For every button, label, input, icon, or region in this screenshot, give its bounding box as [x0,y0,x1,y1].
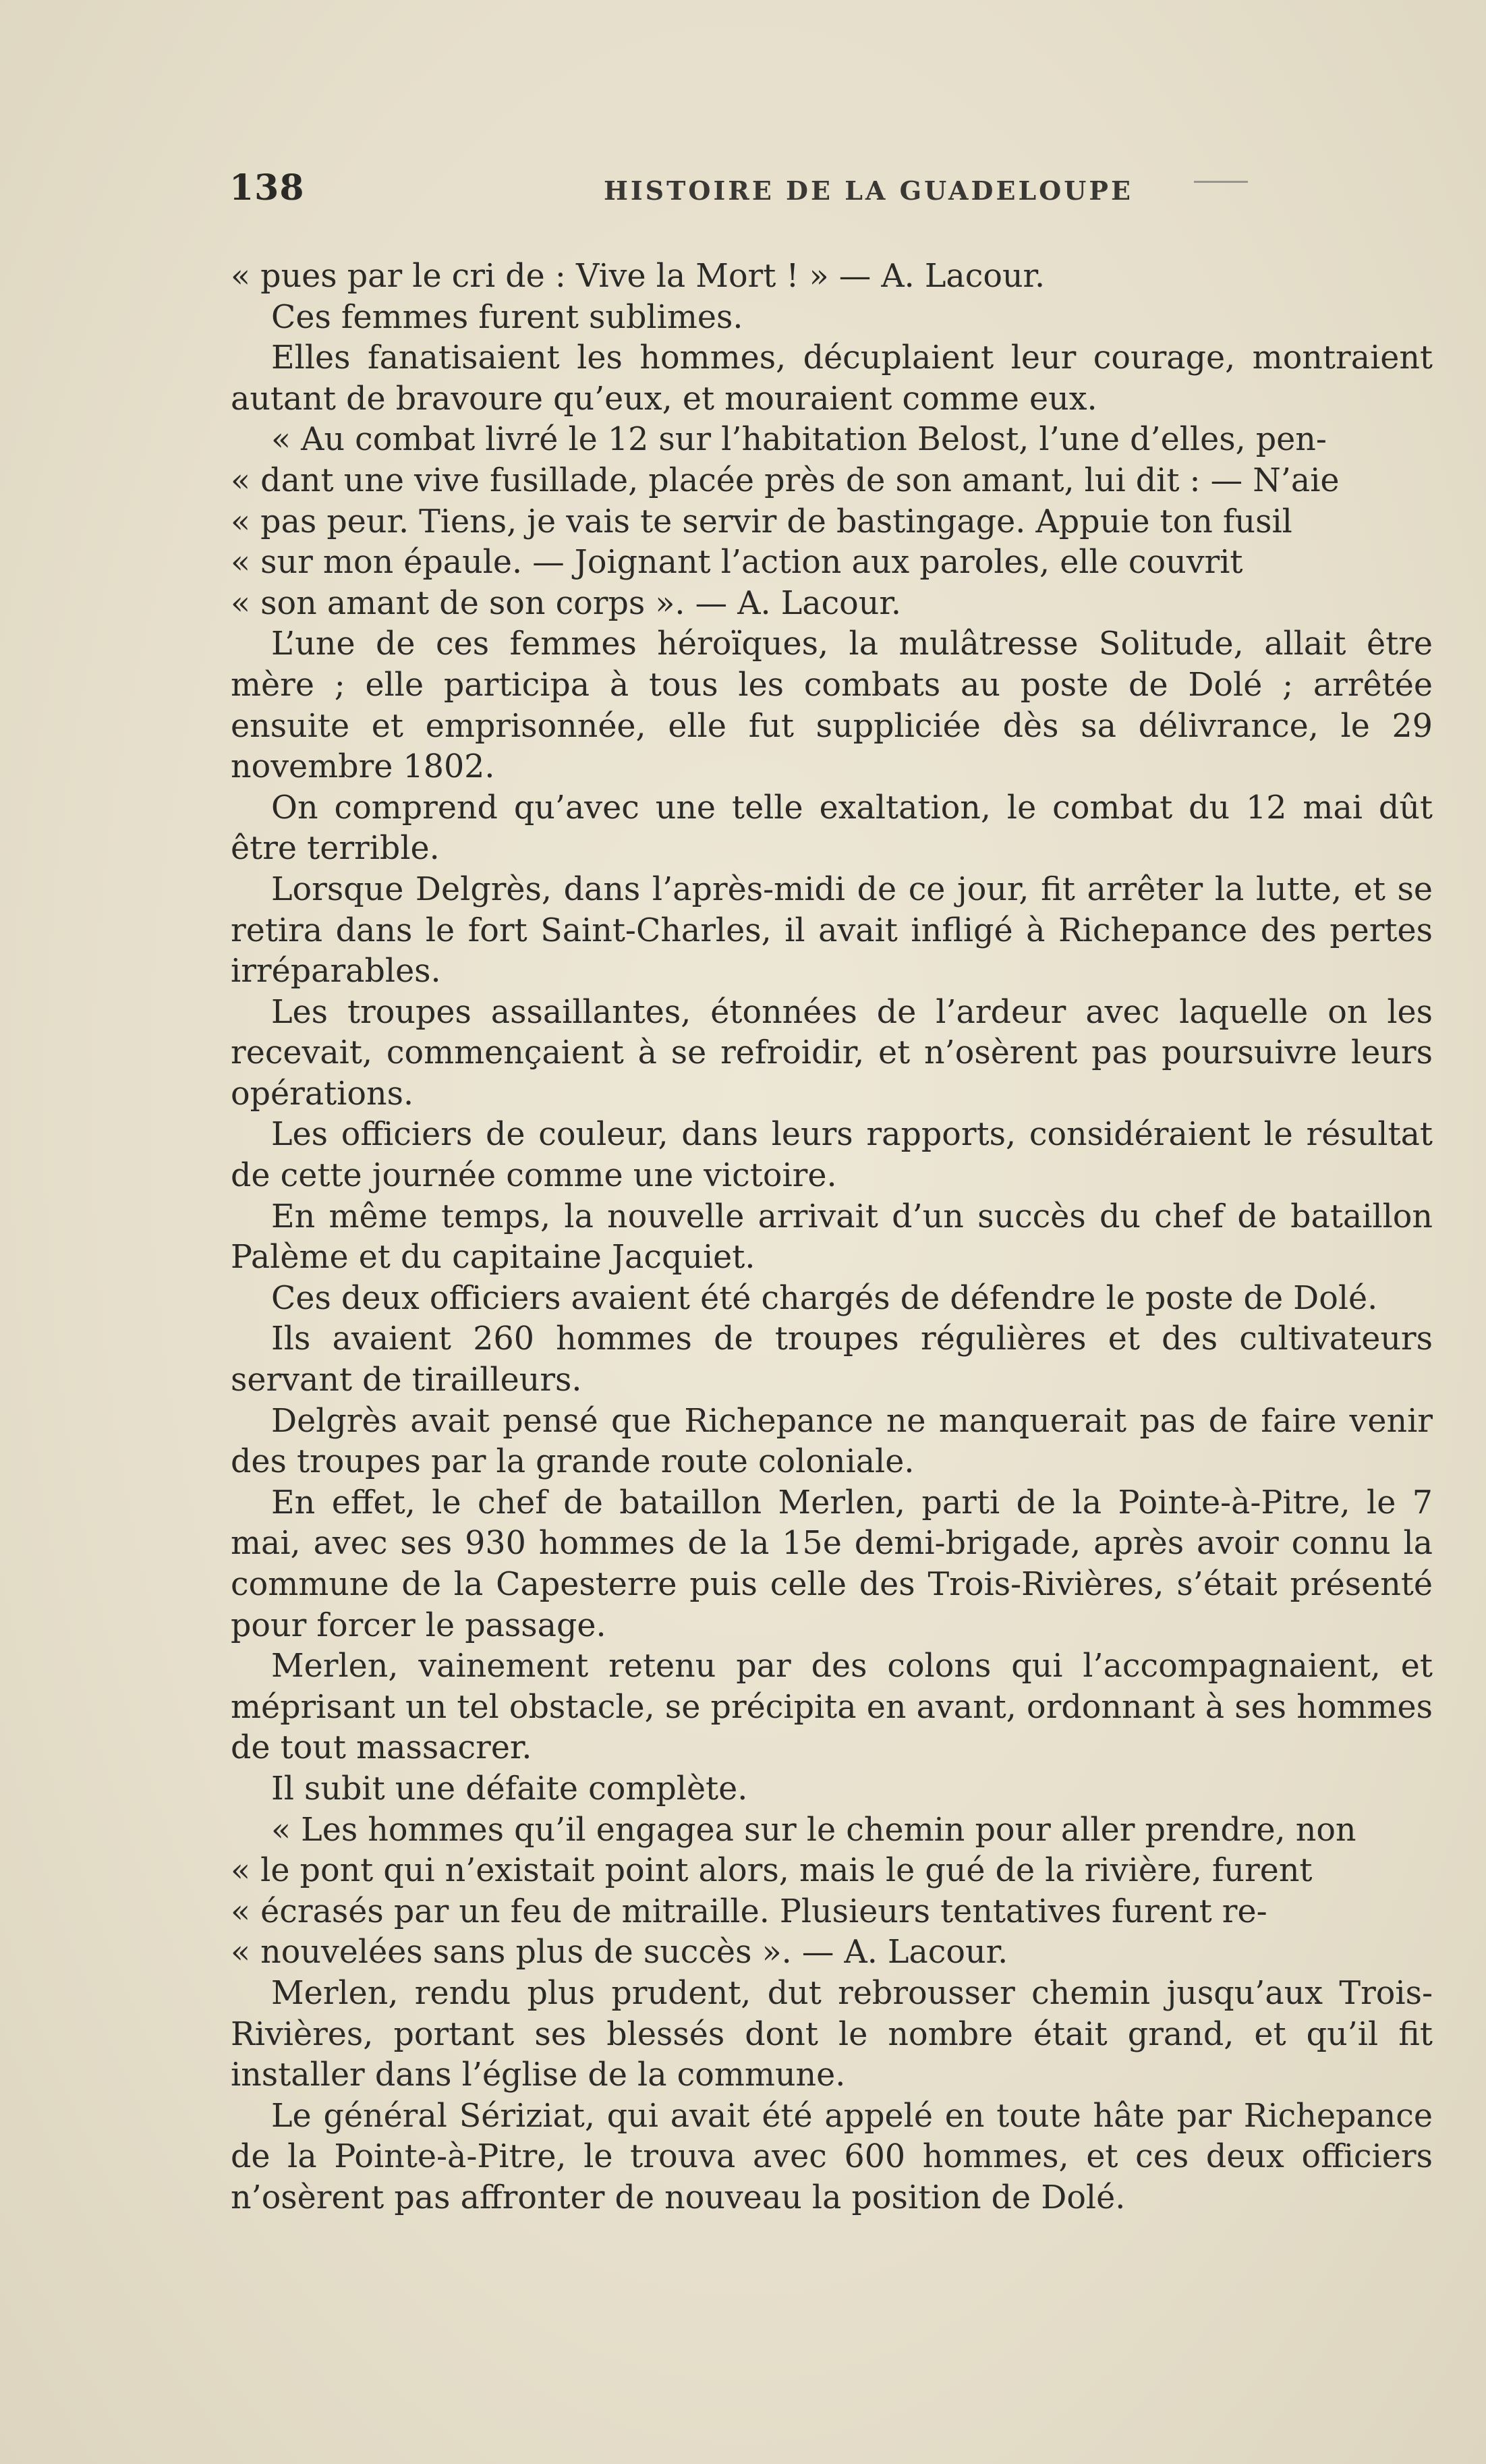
paragraph: Ces deux officiers avaient été chargés de défendre le poste de Dolé. [271,1279,1378,1317]
paragraph: Ils avaient 260 hommes de troupes régulières et des cultivateurs servant de tirailleurs. [231,1320,1433,1399]
paragraph: En même temps, la nouvelle arrivait d’un succès du chef de bataillon Palème et du capitaine Jacquiet. [231,1198,1433,1277]
quotation-line: « écrasés par un feu de mitraille. Plusieurs tentatives furent re- [231,1893,1267,1930]
paragraph: On comprend qu’avec une telle exaltation, le combat du 12 mai dût être terrible. [231,789,1433,868]
quotation-line: « pas peur. Tiens, je vais te servir de bastingage. Appuie ton fusil [231,503,1292,540]
quotation-paragraph [231,1810,1433,1973]
paragraph: Elles fanatisaient les hommes, décuplaient leur courage, montraient autant de bravoure qu’eux, et mouraient comme eux. [231,339,1433,418]
quotation-line: « le pont qui n’existait point alors, mais le gué de la rivière, furent [231,1852,1313,1890]
quotation-line: « nouvelées sans plus de succès ». — A. Lacour. [231,1934,1008,1971]
quotation-line: « Les hommes qu’il engagea sur le chemin pour aller prendre, non [271,1811,1356,1849]
paragraph: Les officiers de couleur, dans leurs rapports, considéraient le résultat de cette journée comme une victoire. [231,1116,1433,1195]
paragraph: Le général Sériziat, qui avait été appelé en toute hâte par Richepance de la Pointe-à-Pitre, le trouva avec 600 hommes, et ces deux officiers n’osèrent pas affronter de nouveau la position de Dolé. [231,2097,1433,2216]
quotation-line: « sur mon épaule. — Joignant l’action aux paroles, elle couvrit [231,544,1243,582]
quotation-line: « Au combat livré le 12 sur l’habitation Belost, l’une d’elles, pen- [271,421,1327,459]
continued-paragraph: « pues par le cri de : Vive la Mort ! » — A. Lacour. [231,258,1046,295]
page-header [229,167,1241,221]
paragraph: Les troupes assaillantes, étonnées de l’ardeur avec laquelle on les recevait, commençaient à se refroidir, et n’osèrent pas poursuivre leurs opérations. [231,993,1433,1113]
quotation-line: « dant une vive fusillade, placée près de son amant, lui dit : — N’aie [231,461,1340,499]
quotation-paragraph [231,420,1433,624]
paragraph: Il subit une défaite complète. [271,1770,748,1808]
paragraph: Merlen, vainement retenu par des colons qui l’accompagnaient, et méprisant un tel obstacle, se précipita en avant, ordonnant à ses hommes de tout massacrer. [231,1648,1433,1767]
body-text [231,256,1433,2219]
paragraph: Ces femmes furent sublimes. [271,298,743,336]
paragraph: Lorsque Delgrès, dans l’après-midi de ce jour, fit arrêter la lutte, et se retira dans le fort Saint-Charles, il avait infligé à Richepance des pertes irréparables. [231,870,1433,990]
paragraph: Delgrès avait pensé que Richepance ne manquerait pas de faire venir des troupes par la grande route coloniale. [231,1402,1433,1481]
page-number: 138 [229,167,305,208]
paragraph: En effet, le chef de bataillon Merlen, parti de la Pointe-à-Pitre, le 7 mai, avec ses 930 hommes de la 15e demi-brigade, après avoir connu la commune de la Capesterre puis celle des Trois-Rivières, s’était présenté pour forcer le passage. [231,1484,1433,1644]
quotation-line: « son amant de son corps ». — A. Lacour. [231,584,901,622]
running-title: HISTOIRE DE LA GUADELOUPE [604,175,1133,206]
paragraph: L’une de ces femmes héroïques, la mulâtresse Solitude, allait être mère ; elle participa à tous les combats au poste de Dolé ; arrêtée ensuite et emprisonnée, elle fut suppliciée dès sa délivrance, le 29 novembre 1802. [231,625,1433,786]
header-rule [1194,181,1248,183]
paragraph: Merlen, rendu plus prudent, dut rebrousser chemin jusqu’aux Trois-Rivières, portant ses blessés dont le nombre était grand, et qu’il fit installer dans l’église de la commune. [231,1974,1433,2094]
